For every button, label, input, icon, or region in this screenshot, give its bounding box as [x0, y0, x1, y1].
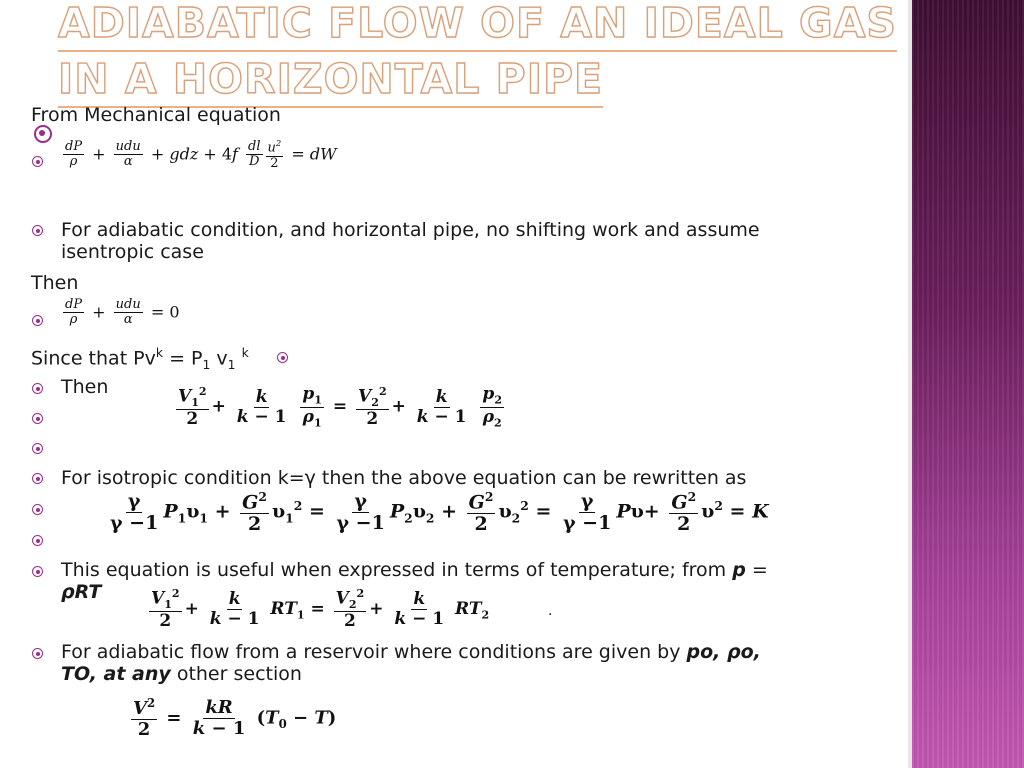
bullet-icon	[31, 647, 45, 661]
bullet-icon	[31, 565, 45, 579]
text-isotropic-condition: For isotropic condition k=γ then the above equation can be rewritten as	[61, 467, 747, 489]
equation-simplified: $\frac{dP}{\rho}$ + $\frac{\text{udu}}{\alpha}$ = 0	[65, 297, 180, 328]
bullet-icon	[31, 155, 45, 169]
text-reservoir-2: TO, at any other section	[61, 663, 302, 685]
title-line-1: ADIABATIC FLOW OF AN IDEAL GAS	[58, 0, 897, 52]
bullet-icon	[31, 503, 45, 517]
text-mechanical-equation: From Mechanical equation	[31, 104, 281, 126]
bullet-icon	[33, 124, 53, 144]
bullet-icon	[276, 351, 290, 365]
text-adiabatic-condition-2: isentropic case	[61, 241, 204, 263]
text-then-2: Then	[61, 376, 109, 398]
equation-reservoir: $\frac{V^2}{2}$ = $\frac{kR}{k - 1}$ $(T_0 - T)$	[133, 696, 337, 740]
slide-title	[58, 0, 897, 108]
title-line-2: IN A HORIZONTAL PIPE	[58, 52, 603, 108]
bullet-icon	[31, 534, 45, 548]
text-reservoir-1: For adiabatic flow from a reservoir where conditions are given by po, ρo,	[61, 641, 761, 663]
bullet-icon	[31, 314, 45, 328]
equation-mechanical: $\frac{dP}{\rho}$ + $\frac{\text{udu}}{\alpha}$ + gdz + 4f $\frac{dl}{D}$ $\frac{u^2}{2}$ = dW	[65, 138, 337, 171]
equation-temperature: $\frac{V_1^2}{2}$ + $\frac{k}{k - 1}$ $RT_1$ = $\frac{V_2^2}{2}$ + $\frac{k}{k - 1}$ $RT_2$	[151, 587, 490, 632]
bullet-icon	[31, 442, 45, 456]
bullet-icon	[31, 472, 45, 486]
decorative-sidebar	[912, 0, 1024, 768]
bullet-icon	[31, 382, 45, 396]
text-adiabatic-condition-1: For adiabatic condition, and horizontal pipe, no shifting work and assume	[61, 219, 760, 241]
equation-isentropic: $\frac{\gamma}{\gamma -1}$ $P_1\upsilon_1$ + $\frac{G^2}{2}$ $\upsilon_1^2$ = $\frac{\gamma}{\gamma -1}$ $P_2\upsilon_2$ + $\frac{G^2}{2}$ $\upsilon_2^2$ = $\frac{\gamma}{\gamma -1}$ Pυ+ $\frac{G^2}{2}$ $\upsilon^2 = K$	[110, 489, 769, 536]
stray-dot: .	[548, 603, 553, 619]
text-then: Then	[31, 272, 79, 294]
text-since-that: Since that $Pv^k = P_1$ $v_1$ $^k$	[31, 346, 249, 373]
bullet-icon	[31, 412, 45, 426]
text-useful-temperature-2: ρRT	[61, 581, 102, 603]
bullet-icon	[31, 224, 45, 238]
text-useful-temperature-1: This equation is useful when expressed in terms of temperature; from p =	[61, 559, 768, 581]
equation-energy-balance: $\frac{V_1^2}{2}$ + $\frac{k}{k - 1}$ $\frac{p_1}{\rho_1}$ = $\frac{V_2^2}{2}$ + $\frac{k}{k - 1}$ $\frac{p_2}{\rho_2}$	[178, 384, 502, 429]
